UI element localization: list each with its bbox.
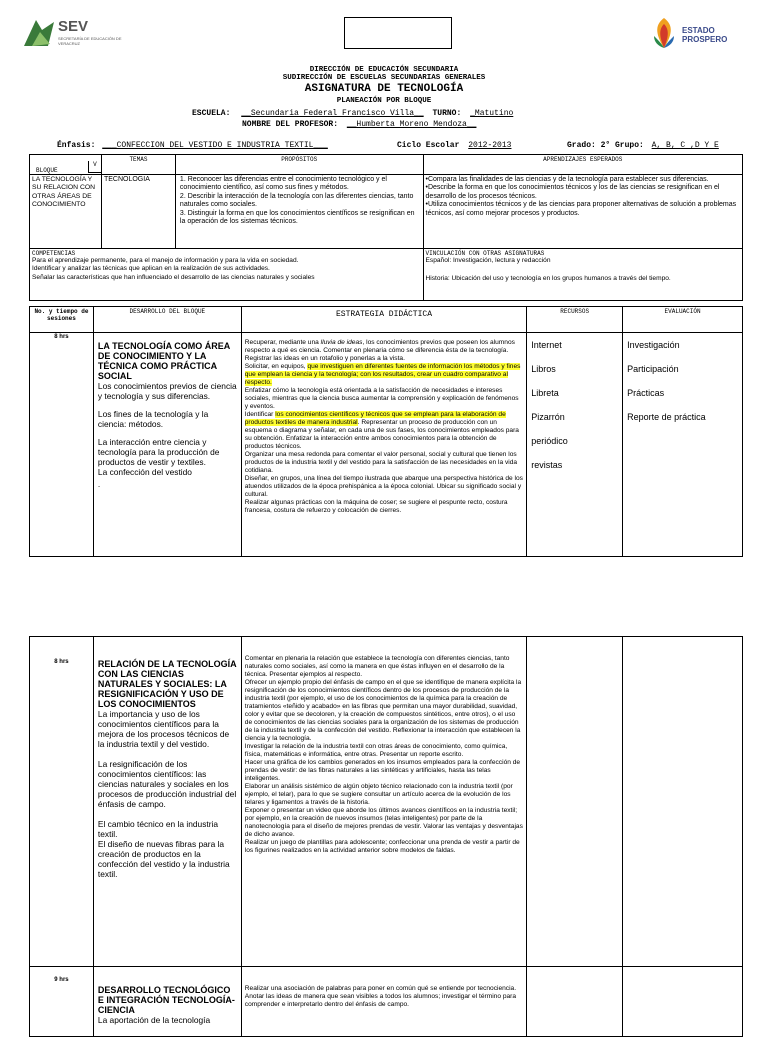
tiempo-cell: 8 hrs bbox=[30, 333, 94, 557]
strategy-p1: Comentar en plenaria la relación que establece la tecnología con diferentes ciencias, tanto naturales como sociales, así como la manera en que éstas influyen en el desarrollo de la técnica. Presentar ejemplos al respecto. bbox=[244, 655, 510, 678]
proposito-1: 1. Reconocer las diferencias entre el conocimiento tecnológico y el conocimiento científico, así como sus fines y métodos. bbox=[179, 176, 387, 192]
recursos-cell bbox=[527, 333, 623, 557]
vinculacion-1: Español: Investigación, lectura y redacción bbox=[425, 257, 551, 264]
sev-logo-text: SEV bbox=[58, 18, 89, 35]
enfasis-row bbox=[57, 141, 328, 150]
strategy-p3: Enfatizar cómo la tecnología está orientada a la satisfacción de necesidades e intereses sociales, mientras que la ciencia busca aumentar la comprensión y explicación de fenómenos y eventos. bbox=[244, 387, 519, 410]
propositos-header: PROPÓSITOS bbox=[175, 155, 423, 175]
recursos-cell bbox=[527, 637, 623, 967]
topic-2: La resignificación de los conocimientos científicos: las ciencias naturales y sociales en los procesos de producción industrial del énfasis de campo. bbox=[97, 759, 237, 809]
recursos-header: RECURSOS bbox=[527, 307, 623, 333]
topic-3: El cambio técnico en la industria textil. bbox=[97, 819, 219, 839]
recurso-item: Libros bbox=[531, 364, 556, 374]
aprendizajes-cell bbox=[423, 175, 742, 249]
bloque-name: LA TECNOLOGÍA Y SU RELACION CON OTRAS ÁREAS DE CONOCIMIENTO bbox=[30, 175, 102, 249]
evaluacion-item: Investigación bbox=[627, 340, 680, 350]
topic-2: Los fines de la tecnología y la ciencia: métodos. bbox=[97, 409, 209, 429]
strategy-p6: Diseñar, en grupos, una línea del tiempo ilustrada que abarque una perspectiva histórica de los atuendos utilizados de la época prehispánica a la época colonial. Ubicar su significado social y cultural. bbox=[244, 475, 523, 498]
recurso-item: revistas bbox=[531, 460, 563, 470]
aprendizaje-3: •Utiliza conocimientos técnicos y de las ciencias para proponer alternativas de solución a problemas técnicos, así como mejorar procesos y productos. bbox=[425, 201, 737, 217]
header-line2: SUDIRECCIÓN DE ESCUELAS SECUNDARIAS GENERALES bbox=[282, 74, 486, 82]
ciclo-row bbox=[397, 141, 511, 150]
estrategia-header: ESTRATEGIA DIDÁCTICA bbox=[241, 307, 526, 333]
temas-header: TEMAS bbox=[101, 155, 175, 175]
topic-4: El diseño de nuevas fibras para la creación de productos en la confección del vestido y la industria textil. bbox=[97, 839, 230, 879]
ciclo-label: Ciclo Escolar bbox=[397, 141, 460, 150]
desarrollo-cell bbox=[93, 333, 241, 557]
escuela-value: __Secundaria Federal Francisco Villa__ bbox=[241, 109, 424, 118]
strategy-p6: Exponer o presentar un video que aborde los últimos avances científicos en la industria textil; por ejemplo, en la creación de nuevos insumos (telas inteligentes) por parte de la nanotecnología para el diseño de mejores prendas de vestir. Valorar las ventajas y desventajas de dicho avance. bbox=[244, 807, 523, 838]
desarrollo-header: DESARROLLO DEL BLOQUE bbox=[93, 307, 241, 333]
propositos-cell bbox=[175, 175, 423, 249]
strategy-p7: Realizar algunas prácticas con la máquina de coser; se sugiere el pespunte recto, costura francesa, costura de refuerzo y colocación de cierres. bbox=[244, 499, 508, 514]
estado-prospero-emblem-icon bbox=[650, 16, 678, 50]
ciclo-value: 2012-2013 bbox=[468, 141, 512, 150]
proposito-2: 2. Describir la interacción de la tecnología con las diferentes ciencias, tanto naturales como sociales. bbox=[179, 192, 414, 209]
strategy-p4: Identificar los conocimientos científicos y técnicos que se emplean para la elaboración de productos textiles de manera industrial. Representar un proceso de producción con un esquema o diagrama y señalar, en cada una de sus fases, los conocimientos empleados para su obtención. Enfatizar la interacción entre ambos conocimientos para la obtención de productos técnicos. bbox=[244, 411, 519, 450]
strategy-p5: Organizar una mesa redonda para comentar el valor personal, social y cultural que tienen los productos de la industria textil y del vestido para la satisfacción de las necesidades en la vida cotidiana. bbox=[244, 451, 518, 474]
page-title: ASIGNATURA DE TECNOLOGÍA bbox=[304, 83, 464, 95]
grado-label: Grado: 2° Grupo: bbox=[567, 141, 644, 150]
strategy-p2: Ofrecer un ejemplo propio del énfasis de campo en el que se identifique de manera explícita la resignificación de los conocimientos científicos dentro de los procesos de producción de la industria textil (por ejemplo, el uso de los conocimientos de la química para la creación de tratamientos «teñido y acabado» en las fibras que permitan una mayor durabilidad, suavidad, color y evitar que se decoloren, y la creación de compuestos sintéticos, entre otros), o el uso de conocimientos de las ciencias sociales para la organización de los sistemas de producción de la industria textil y de la confección del vestido. Reflexionar la interacción que establecen la ciencia y la tecnología. bbox=[244, 679, 522, 742]
competencia-1: Para el aprendizaje permanente, para el manejo de información y para la vida en sociedad. bbox=[32, 257, 299, 264]
evaluacion-cell bbox=[623, 637, 743, 967]
competencias-cell bbox=[30, 249, 424, 301]
estrategia-cell bbox=[241, 637, 527, 967]
prospero-text: PROSPERO bbox=[682, 35, 728, 44]
header-line1: DIRECCIÓN DE EDUCACIÓN SECUNDARIA bbox=[309, 66, 459, 74]
tiempo-header: No. y tiempo de sesiones bbox=[30, 307, 94, 333]
grado-row bbox=[567, 141, 719, 150]
strategy-p4: Hacer una gráfica de los cambios generados en los insumos empleados para la confección de prendas de vestir: de las fibras naturales a las sintéticas y artificiales, hasta las telas inteligentes. bbox=[244, 759, 521, 782]
turno-value: _Matutino bbox=[470, 109, 514, 118]
aprendizajes-header: APRENDIZAJES ESPERADOS bbox=[423, 155, 742, 175]
sev-emblem-icon bbox=[22, 16, 56, 50]
sev-logo bbox=[22, 16, 132, 52]
tiempo-cell: 9 hrs bbox=[30, 967, 94, 1037]
tiempo-cell: 8 hrs bbox=[30, 637, 94, 967]
evaluacion-cell bbox=[623, 967, 743, 1037]
grupo-value: A, B, C ,D Y E bbox=[651, 141, 719, 150]
estrategia-cell bbox=[241, 333, 526, 557]
page-subtitle: PLANEACIÓN POR BLOQUE bbox=[336, 97, 432, 105]
desarrollo-table bbox=[29, 306, 743, 557]
strategy-p7: Realizar un juego de plantillas para adolescente; confeccionar una prenda de vestir a partir de los figurines realizados en la actividad anterior sobre modelos de faldas. bbox=[244, 839, 520, 854]
aprendizaje-1: •Compara las finalidades de las ciencias y de la tecnología para establecer sus diferencias. bbox=[425, 176, 709, 183]
strategy-p1: Realizar una asociación de palabras para poner en común qué se entiende por tecnociencia. Anotar las ideas de manera que sean visibles a todos los alumnos; investigar el término para comprender e interpretarlo dentro del énfasis de campo. bbox=[244, 985, 517, 1008]
topic-4: La confección del vestido bbox=[97, 467, 192, 477]
strategy-p5: Elaborar un análisis sistémico de algún objeto técnico relacionado con la industria textil (por ejemplo, el telar), para lo que se sugiere consultar un artículo acerca de la evolución de los telares y ligamentos a través de la historia. bbox=[244, 783, 513, 806]
bloque-header-cell bbox=[30, 155, 102, 175]
topic-1: La aportación de la tecnología bbox=[97, 1015, 211, 1025]
competencia-3: Señalar las características que han influenciado el desarrollo de las ciencias naturales y sociales bbox=[32, 273, 315, 281]
tema-cell: TECNOLOGIA bbox=[101, 175, 175, 249]
escuela-row bbox=[192, 109, 513, 118]
vinculacion-cell bbox=[423, 249, 742, 301]
vinculacion-label: VINCULACIÓN CON OTRAS ASIGNATURAS bbox=[425, 250, 545, 257]
proposito-3: 3. Distinguir la forma en que los conocimientos científicos se resignifican en la operación de los sistemas técnicos. bbox=[179, 209, 415, 226]
competencia-2: Identificar y analizar las técnicas que aplican en la realización de sus actividades. bbox=[32, 265, 270, 273]
evaluacion-item: Reporte de práctica bbox=[627, 412, 706, 422]
evaluacion-cell bbox=[623, 333, 743, 557]
strategy-p1: Recuperar, mediante una lluvia de ideas, los conocimientos previos que poseen los alumnos respecto a qué es ciencia. Comentar en plenaria cómo se diferencia ésta de la tecnología. Registrar las ideas en un rotafolio y ponerlas a la vista. bbox=[244, 339, 515, 362]
escuela-label: ESCUELA: bbox=[192, 109, 231, 118]
estrategia-cell bbox=[241, 967, 527, 1037]
bloque-table bbox=[29, 154, 743, 301]
profesor-row bbox=[242, 120, 476, 129]
enfasis-label: Énfasis: bbox=[57, 141, 96, 150]
topic-1: La importancia y uso de los conocimientos científicos para la mejora de los procesos técnicos de la industria textil y del vestido. bbox=[97, 709, 230, 749]
bloque-number: V bbox=[88, 161, 101, 173]
topic-5: . bbox=[97, 479, 101, 489]
section-title: DESARROLLO TECNOLÓGICO E INTEGRACIÓN TECNOLOGÍA-CIENCIA bbox=[97, 985, 235, 1015]
recurso-item: periódico bbox=[531, 436, 568, 446]
vinculacion-2: Historia: Ubicación del uso y tecnología en los grupos humanos a través del tiempo. bbox=[425, 275, 671, 283]
desarrollo-table-continued bbox=[29, 636, 743, 1037]
recurso-item: Internet bbox=[531, 340, 562, 350]
desarrollo-cell bbox=[93, 637, 241, 967]
header-box bbox=[344, 17, 452, 49]
evaluacion-item: Prácticas bbox=[627, 388, 665, 398]
recurso-item: Libreta bbox=[531, 388, 559, 398]
section-title: RELACIÓN DE LA TECNOLOGÍA CON LAS CIENCIAS NATURALES Y SOCIALES: LA RESIGNIFICACIÓN Y USO DE LOS CONOCIMIENTOS bbox=[97, 659, 237, 709]
recursos-cell bbox=[527, 967, 623, 1037]
profesor-label: NOMBRE DEL PROFESOR: bbox=[242, 120, 339, 129]
aprendizaje-2: •Describe la forma en que los conocimientos técnicos y los de las ciencias se resignifican en el desarrollo de los procesos técnicos. bbox=[425, 184, 720, 200]
sev-subtitle: SECRETARÍA DE EDUCACIÓN DE VERACRUZ bbox=[58, 36, 122, 46]
desarrollo-cell bbox=[93, 967, 241, 1037]
topic-1: Los conocimientos previos de ciencia y tecnología y sus diferencias. bbox=[97, 381, 237, 401]
profesor-value: __Humberta Moreno Mendoza__ bbox=[346, 120, 477, 129]
evaluacion-item: Participación bbox=[627, 364, 679, 374]
turno-label: TURNO: bbox=[432, 109, 462, 118]
topic-3: La interacción entre ciencia y tecnología para la producción de productos de vestir y textiles. bbox=[97, 437, 220, 467]
estado-text: ESTADO bbox=[682, 26, 715, 35]
estado-prospero-logo bbox=[650, 16, 760, 52]
strategy-p3: Investigar la relación de la industria textil con otras áreas de conocimiento, como química, física, matemáticas e informática, entre otras. Presentar un reporte escrito. bbox=[244, 743, 508, 758]
evaluacion-header: EVALUACIÓN bbox=[623, 307, 743, 333]
enfasis-value: ___CONFECCION DEL VESTIDO E INDUSTRIA TEXTIL___ bbox=[102, 141, 328, 150]
strategy-p2: Solicitar, en equipos, que investiguen en diferentes fuentes de información los métodos y fines que emplean la ciencia y la tecnología; con los resultados, crear un cuadro comparativo al respecto. bbox=[244, 363, 521, 386]
recurso-item: Pizarrón bbox=[531, 412, 565, 422]
section-title: LA TECNOLOGÍA COMO ÁREA DE CONOCIMIENTO Y LA TÉCNICA COMO PRÁCTICA SOCIAL bbox=[97, 341, 230, 381]
competencias-label: COMPETENCIAS bbox=[32, 250, 76, 257]
bloque-header: BLOQUE bbox=[36, 167, 58, 174]
